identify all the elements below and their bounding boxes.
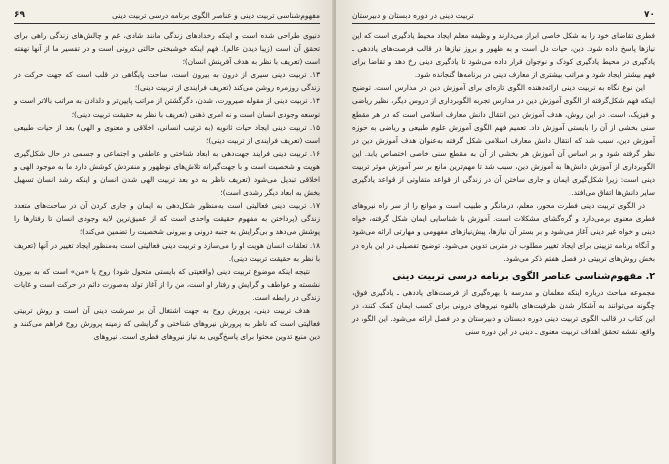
running-head: تربیت دینی در دوره دبستان و دبیرستان (352, 10, 474, 20)
paragraph: مجموعه مباحث درباره اینکه معلمان و مدرسه با بهره‌گیری از فرصت‌های یاددهی ـ یادگیری فوق، چگونه می‌توانند به آشکار شدن ظرفیت‌های بالقوه نیروهای درونی برای کسب ایمان کمک کنند، در این کتاب در قالب الگوی تربیت دینی دوره دبستان و دبیرستان و در فصل ارائه می‌شود. این الگو، در واقع، نقشه تحقق اهداف تربیت معنوی ـ دینی در این دوره سنی (352, 287, 655, 336)
paragraph: ۱۴. تربیت دینی از مقوله صیرورت، شدن، دگرگشتن از مراتب پایین‌تر و دلدادن به مراتب بالاتر است و توسعه وجودی انسان است و نه امری ذهنی (تعریف با نظر به حقیقت تربیت دینی)؛ (14, 96, 320, 119)
left-body-text (14, 29, 320, 343)
paragraph: ۱۳. تربیت دینی سیری از درون به بیرون است، ساحت پایگاهی در قلب است که جهت حرکت در زندگی روزمره روشن می‌کند (تعریف فرایندی از تربیت دینی)؛ (14, 70, 320, 93)
left-page (0, 0, 334, 464)
paragraph: دنیوی طراحی شده است و اینکه رخدادهای زندگی مانند شادی، غم و چالش‌های زندگی راهی برای تحقق آن است (زیبا دیدن عالم). فهم اینکه خوشبختی حالتی درونی است و در تفسیر ما از آنها نهفته است (تعریف با نظر به هدف آفرینش انسان)؛ (14, 31, 320, 67)
paragraph: ۱۸. تعلقات انسان هویت او را می‌سازد و تربیت دینی فعالیتی است به‌منظور ایجاد تغییر در آنها (تعریف با نظر به حقیقت تربیت دینی). (14, 240, 320, 263)
paragraph: نتیجه اینکه موضوع تربیت دینی (واقعیتی که بایستی متحول شود) روح یا «من» است که به بیرون نشسته و عواطف و گرایش و رفتار او است، من را از آغاز تولد به‌صورت دائم در حرکت است و غایات زندگی در رابطه است. (14, 266, 320, 302)
paragraph: ۱۵. تربیت دینی ایجاد حیات ثانویه (به ترتیب انسانی، اخلاقی و معنوی و الهی) بعد از حیات طبیعی است (تعریف فرایندی از تربیت دینی)؛ (14, 122, 320, 145)
paragraph: ۱۶. تربیت دینی فرایند جهت‌دهی به ابعاد شناختی و عاطفی و اجتماعی و جسمی در حال شکل‌گیری هویت و شخصیت است و با جهت‌گیرانه تلاش‌های نوظهور و منفردش کوشش دارد ما به موجود الهی و اخلاقی تبدیل می‌شود (تعریف ناظر به دو بعد تربیت الهی شدن انسان و اینکه رشد انسان تسهیل بخش به ابعاد دیگر رشدی است)؛ (14, 148, 320, 198)
section-heading: ۲. مفهوم‌شناسی عناصر الگوی برنامه درسی تربیت دینی (392, 270, 655, 282)
right-body-text (352, 29, 655, 265)
running-head: مفهوم‌شناسی تربیت دینی و عناصر الگوی برنامه درسی تربیت دینی (112, 10, 320, 20)
right-page-header (352, 10, 655, 24)
paragraph: ۱۷. تربیت دینی فعالیتی است به‌منظور شکل‌دهی به ایمان و جاری کردن آن در ساحت‌های متعدد زندگی (پرداختن به مفهوم حقیقت واحدی است که از عمیق‌ترین لایه وجودی انسان تا رفتارها را پوشش می‌دهد و بی‌گرایش به جنبه درونی و بیرونی شخصیت را تضمین می‌کند)؛ (14, 201, 320, 237)
page-number: ۷۰ (644, 10, 655, 20)
section-body-text (352, 286, 655, 338)
right-page (336, 0, 669, 464)
paragraph: هدف تربیت دینی، پرورش روح به جهت اشتغال آن بر سرشت دینی آن است و روش تربیتی فعالیتی است که ناظر به پرورش نیروهای شناختی و گرایشی که زمینه پرورش روح فراهم می‌کنند و دین منبع تدوین محتوا برای پاسخ‌گویی به نیاز نیروهای فطری است. نیروهای (14, 305, 320, 342)
paragraph: فطری تقاضای خود را به شکل خاصی ابراز می‌دارند و وظیفه معلم ایجاد محیط یادگیری است که این نیازها پاسخ داده شود. دین، حیات دل است و به ظهور و بروز نیازها در قالب فرصت‌های یاددهی ـ یادگیری در محیط یادگیری کودک و نوجوان قرار داده می‌شود تا یادگیری دینی رخ دهد و تقاضا برای فهم بیشتر ایجاد شود و مراتب بیشتری از معارف دینی در برنامه‌ها گنجانده شود. (352, 31, 655, 80)
page-number: ۶۹ (14, 10, 25, 20)
paragraph: در الگوی تربیت دینی فطرت محور، معلم، درمانگر و طبیب است و موانع را از سر راه نیروهای فطری معنوی برمی‌دارد و گره‌گشای مشکلات است. آموزش با شناسایی ایمان شکل گرفته، خواه دینی و خواه غیر دینی آغاز می‌شود و بر بستر آن نیازها، پیش‌نیازهای مفهومی و مهارتی ارائه می‌شود و آنگاه برنامه تزیینی برای ایجاد تغییر مطلوب در متربی تدوین می‌شود. توضیح تفصیلی در این باره در بخش روش‌های تربیتی در فصل هفتم ذکر می‌شود. (352, 201, 655, 263)
paragraph: این نوع نگاه به تربیت دینی ارائه‌دهنده الگوی تازه‌ای برای آموزش دین در مدارس است. توضیح اینکه فهم شکل‌گرفته از الگوی آموزش دین در مدارس تجربه الگوبرداری از دروس دیگر، نظیر ریاضی و فیزیک، است. در این روش، هدف آموزش دین انتقال دانش معارف اسلامی است که در هر مقطع سنی بخشی از آن را بایستی آموزش داد. تعمیم فهم الگوی آموزش علوم طبیعی و ریاضی به حوزه آموزش دین، سبب شد که انتقال دانش معارف اسلامی شکل گرفته به‌عنوان هدف آموزش دین در نظر گرفته شود و بر اساس آن آموزش هر بخشی از آن به مقطع سنی خاصی اختصاص یابد. این الگوبرداری از آموزش دانش‌ها به آموزش دین، سبب شد تا مهم‌ترین مانع بر سر آموزش موثر تربیت دینی است: زیرا شکل‌گیری ایمان و جاری ساختن آن در زندگی از قواعد متفاوتی از قواعد یادگیری سایر دانش‌ها اتفاق می‌افتد. (352, 83, 655, 198)
left-page-header (14, 10, 320, 24)
